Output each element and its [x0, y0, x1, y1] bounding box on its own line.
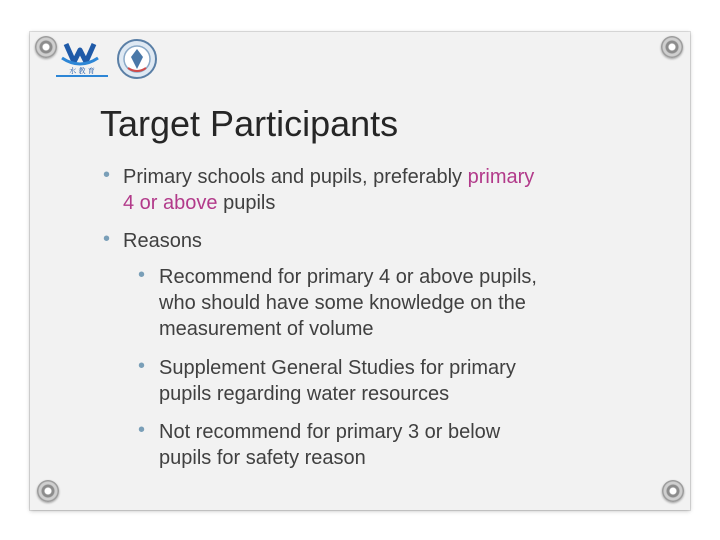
sub-bullet-dot: • — [138, 355, 146, 377]
organization-logo — [52, 40, 112, 80]
highlight-text: 4 or above — [123, 192, 218, 214]
pushpin-icon — [37, 480, 59, 502]
bullet-text: measurement of volume — [159, 318, 374, 340]
sub-bullet-dot: • — [138, 264, 146, 286]
svg-text:水 教 育: 水 教 育 — [69, 67, 95, 75]
highlight-text: primary — [467, 166, 535, 188]
bullet-text: Supplement General Studies for primary — [159, 357, 516, 379]
bullet-text: who should have some knowledge on the — [159, 292, 526, 314]
sub-bullet-supplement — [159, 355, 659, 407]
sub-bullet-dot: • — [138, 419, 146, 441]
bullet-dot: • — [103, 164, 111, 186]
pushpin-icon — [661, 36, 683, 58]
bullet-dot: • — [103, 228, 111, 250]
pushpin-icon — [662, 480, 684, 502]
bullet-text: pupils regarding water resources — [159, 383, 450, 405]
bullet-text: Not recommend for primary 3 or below — [159, 421, 501, 443]
bullet-primary-schools — [123, 164, 643, 216]
sub-bullet-not-recommend — [159, 419, 659, 471]
bullet-text: Primary schools and pupils, preferably — [123, 166, 468, 188]
sub-bullet-recommend — [159, 264, 659, 342]
slide-title: Target Participants — [100, 103, 399, 144]
bullet-text: pupils for safety reason — [159, 447, 366, 469]
bullet-reasons: Reasons — [123, 230, 202, 252]
bullet-text: Recommend for primary 4 or above pupils, — [159, 266, 537, 288]
bullet-text: pupils — [217, 192, 276, 214]
school-crest-logo — [116, 38, 158, 80]
